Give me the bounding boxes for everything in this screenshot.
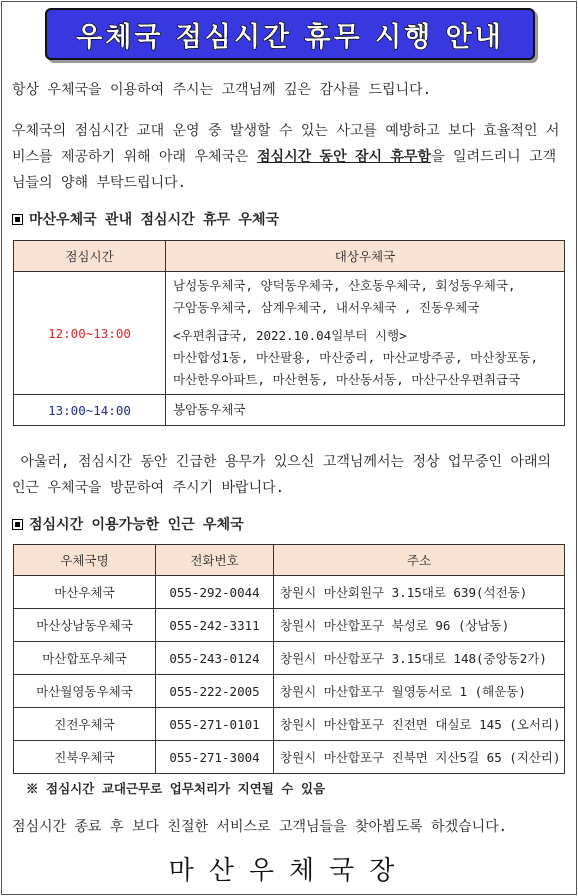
office-address: 창원시 마산합포구 진전면 대실로 145 (오서리) [274, 708, 565, 741]
office-name: 진전우체국 [14, 708, 156, 741]
closure-time-cell: 12:00~13:00 [14, 272, 166, 395]
table-row [14, 675, 565, 708]
office-phone: 055-292-0044 [156, 576, 274, 609]
square-bullet-icon [12, 214, 23, 225]
office-line: <우편취급국, 2022.10.04일부터 시행> [173, 328, 407, 343]
title-banner [45, 8, 535, 60]
office-phone: 055-243-0124 [156, 642, 274, 675]
office-address: 창원시 마산합포구 3.15대로 148(중앙동2가) [274, 642, 565, 675]
office-name: 마산월영동우체국 [14, 675, 156, 708]
body-text-part1: 우체국의 점심시간 교대 운영 중 발생할 수 있는 사고를 예방하고 보다 효율적인 서비스를 제공하기 위해 아래 우체국은 [12, 123, 560, 165]
square-bullet-icon [12, 519, 23, 530]
section2-title: 점심시간 이용가능한 인근 우체국 [29, 517, 244, 533]
middle-text: 아울러, 점심시간 동안 긴급한 용무가 있으신 고객님께서는 정상 업무중인 아래의 인근 우체국을 방문하여 주시기 바랍니다. [12, 454, 560, 496]
office-name: 진북우체국 [14, 741, 156, 774]
lunch-closure-table [13, 240, 565, 426]
table-row [14, 741, 565, 774]
table-row [14, 576, 565, 609]
table-row [14, 708, 565, 741]
office-line: 구암동우체국, 삼계우체국, 내서우체국 , 진동우체국 [173, 300, 480, 315]
table1-header-time: 점심시간 [14, 241, 166, 272]
body-emphasis: 점심시간 동안 잠시 휴무함 [257, 149, 432, 165]
table-row [14, 609, 565, 642]
closure-time-cell: 13:00~14:00 [14, 395, 166, 426]
office-address: 창원시 마산회원구 3.15대로 639(석전동) [274, 576, 565, 609]
office-phone: 055-271-0101 [156, 708, 274, 741]
table2-header-name: 우체국명 [14, 545, 156, 576]
office-phone: 055-271-3004 [156, 741, 274, 774]
section1-title: 마산우체국 관내 점심시간 휴무 우체국 [29, 212, 280, 228]
signature: 마산우체국장 [168, 856, 410, 886]
office-name: 마산우체국 [14, 576, 156, 609]
office-line: 남성동우체국, 양덕동우체국, 산호동우체국, 회성동우체국, [173, 278, 516, 293]
office-line: 봉암동우체국 [173, 402, 246, 417]
table2-header-row [14, 545, 565, 576]
closure-offices-cell [166, 395, 565, 426]
table1-header-offices: 대상우체국 [166, 241, 565, 272]
body-text [12, 118, 568, 196]
delay-note: ※ 점심시간 교대근무로 업무처리가 지연될 수 있음 [26, 781, 326, 796]
office-phone: 055-222-2005 [156, 675, 274, 708]
table-row [14, 395, 565, 426]
nearby-offices-table [13, 544, 565, 774]
office-address: 창원시 마산합포구 진북면 지산5길 65 (지산리) [274, 741, 565, 774]
office-address: 창원시 마산합포구 북성로 96 (상남동) [274, 609, 565, 642]
table2-header-address: 주소 [274, 545, 565, 576]
office-phone: 055-242-3311 [156, 609, 274, 642]
table-row [14, 642, 565, 675]
office-line: 마산합성1동, 마산팔용, 마산중리, 마산교방주공, 마산창포동, [173, 350, 539, 365]
office-address: 창원시 마산합포구 월영동서로 1 (해운동) [274, 675, 565, 708]
page-title: 우체국 점심시간 휴무 시행 안내 [76, 21, 504, 53]
table2-header-phone: 전화번호 [156, 545, 274, 576]
body-text-part2: 을 일려드리니 고객님들의 양해 부탁드립니다. [12, 149, 557, 191]
section1-heading [12, 209, 279, 229]
section2-heading [12, 514, 244, 534]
table1-header-row [14, 241, 565, 272]
office-name: 마산상남동우체국 [14, 609, 156, 642]
office-line: 마산한우아파트, 마산현동, 마산동서동, 마산구산우편취급국 [173, 372, 521, 387]
closure-offices-cell [166, 272, 565, 395]
table-row [14, 272, 565, 395]
intro-text: 항상 우체국을 이용하여 주시는 고객님께 깊은 감사를 드립니다. [12, 82, 432, 98]
closing-text: 점심시간 종료 후 보다 친절한 서비스로 고객님들을 찾아뵙도록 하겠습니다. [12, 819, 508, 835]
office-name: 마산합포우체국 [14, 642, 156, 675]
